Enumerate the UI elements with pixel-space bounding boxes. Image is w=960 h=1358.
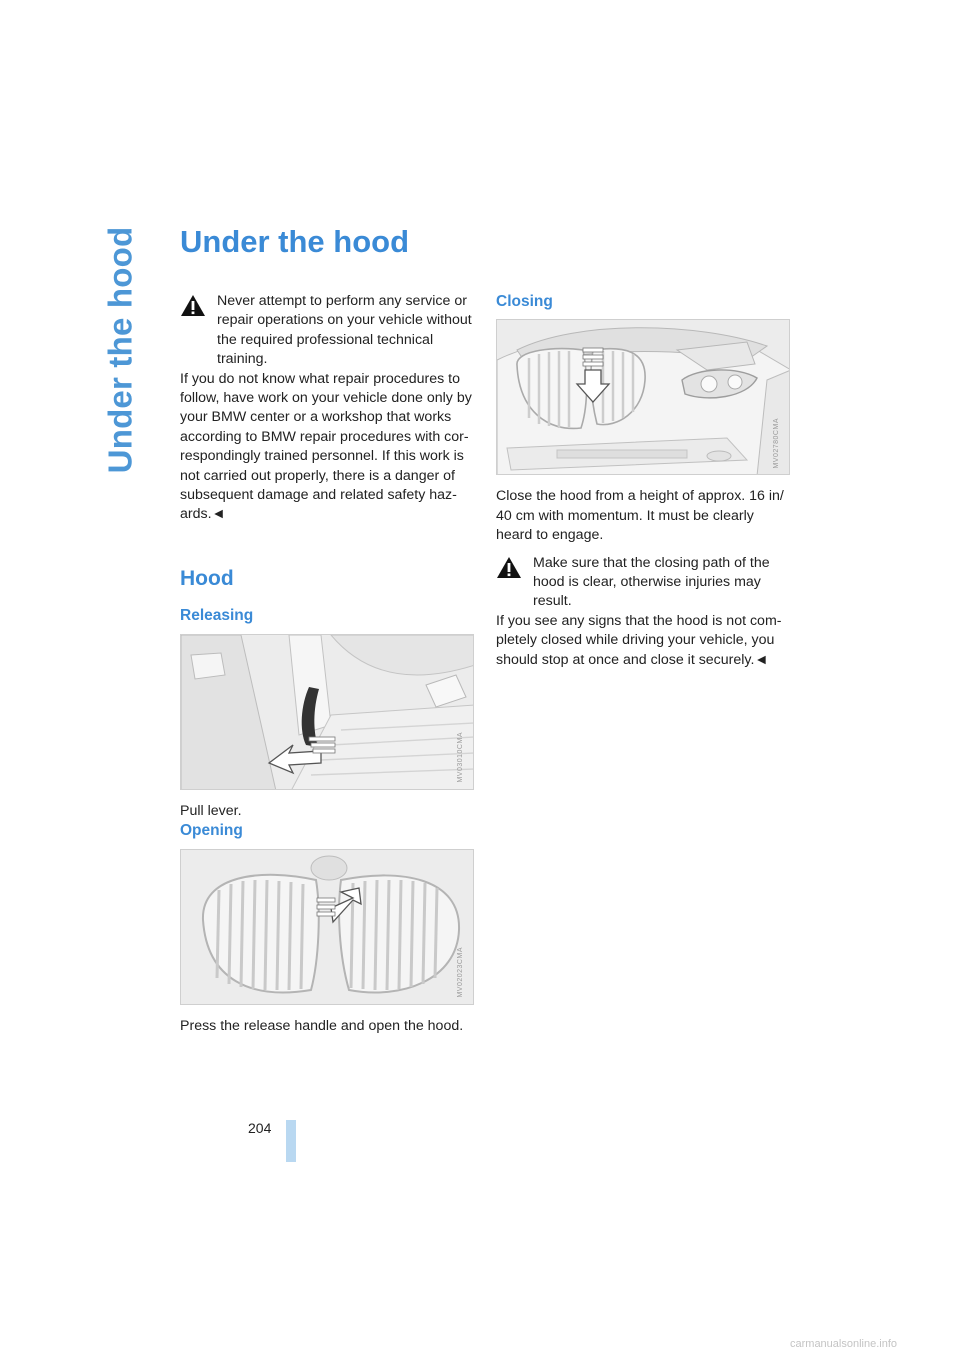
closing-heading: Closing [496,293,553,310]
warning-icon [496,556,522,579]
warning-closing-first: Make sure that the closing path of the hood is clear, otherwise injuries may result. [533,554,770,610]
page-title: Under the hood [180,224,410,259]
watermark: carmanualsonline.info [790,1338,898,1350]
side-tab-label: Under the hood [101,226,138,474]
opening-heading: Opening [180,822,243,840]
releasing-figure-code: MV03010CMA [456,732,464,783]
releasing-figure [180,634,474,790]
closing-figure [496,319,790,475]
left-column [180,292,474,1036]
hood-heading: Hood [180,566,234,590]
car-front-illustration [497,320,790,475]
side-tab [88,226,152,474]
warning-intro-body: If you do not know what repair procedures to follow, have work on your vehicle done only by your BMW center or a workshop that works according to BMW repair procedures with cor-respondingly trained personnel. If this work is not carried out properly, there is a danger of subsequent damage and related safety haz-ards.◄ [180,370,472,523]
right-column [496,292,790,670]
kidney-grille-illustration [181,850,474,1005]
releasing-caption: Pull lever. [180,802,242,819]
warning-intro [180,292,474,525]
opening-figure [180,849,474,1005]
warning-closing [496,554,790,670]
opening-figure-code: MV02023CMA [456,946,464,998]
page-number-bar [286,1120,296,1162]
closing-text: Close the hood from a height of approx. 16 in/ 40 cm with momentum. It must be clearly heard to engage. [496,488,784,544]
warning-closing-body: If you see any signs that the hood is not com-pletely closed while driving your vehicle, you should stop at once and close it securely.◄ [496,612,782,668]
closing-figure-code: MV02780CMA [772,417,780,469]
warning-icon [180,294,206,317]
page-number: 204 [248,1120,272,1136]
hood-release-lever-illustration [181,635,474,790]
warning-intro-first: Never attempt to perform any service or repair operations on your vehicle without the required professional technical training. [217,293,472,368]
opening-caption: Press the release handle and open the hood. [180,1017,464,1034]
releasing-heading: Releasing [180,607,254,625]
